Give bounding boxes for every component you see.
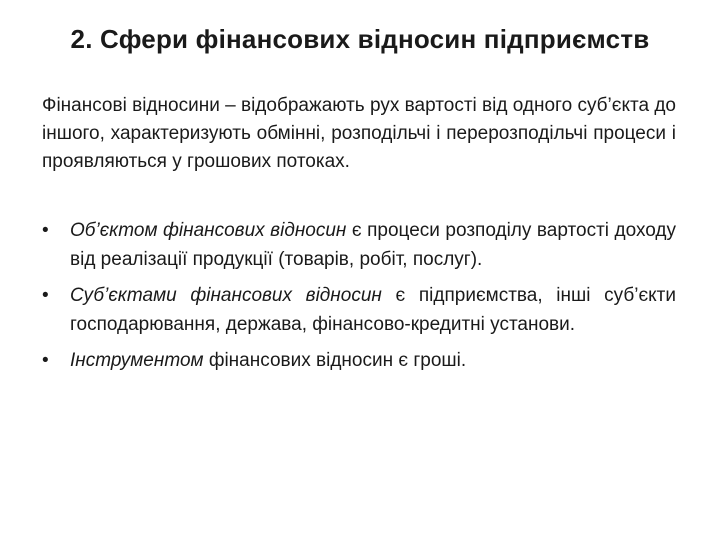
definition-paragraph <box>42 92 676 176</box>
definition-term: Фінансові відносини <box>42 95 220 116</box>
bullet-text: є підприємства, інші суб’єкти господарювання, держава, фінансово-кредитні установи. <box>70 285 677 335</box>
bullet-emphasis: Об’єктом фінансових відносин <box>70 220 347 241</box>
bullet-marker: • <box>42 285 49 306</box>
bullet-marker: • <box>42 220 49 241</box>
bullet-emphasis: Інструментом <box>70 350 204 371</box>
bullet-item-instrument <box>42 346 676 375</box>
slide-title: 2. Сфери фінансових відносин підприємств <box>70 24 650 54</box>
bullet-marker: • <box>42 350 49 371</box>
bullet-item-object <box>42 216 676 274</box>
definition-text: – відображають рух вартості від одного суб’єкта до іншого, характеризують обмінні, розподільчі і перерозподільчі процеси і проявляються у грошових потоках. <box>42 95 676 172</box>
bullet-emphasis: Суб’єктами фінансових відносин <box>70 285 382 306</box>
bullet-text: фінансових відносин є гроші. <box>203 350 467 371</box>
bullet-item-subjects <box>42 281 676 339</box>
bullet-list <box>42 216 676 382</box>
bullet-text: є процеси розподілу вартості доходу від реалізації продукції (товарів, робіт, послуг). <box>70 220 676 270</box>
